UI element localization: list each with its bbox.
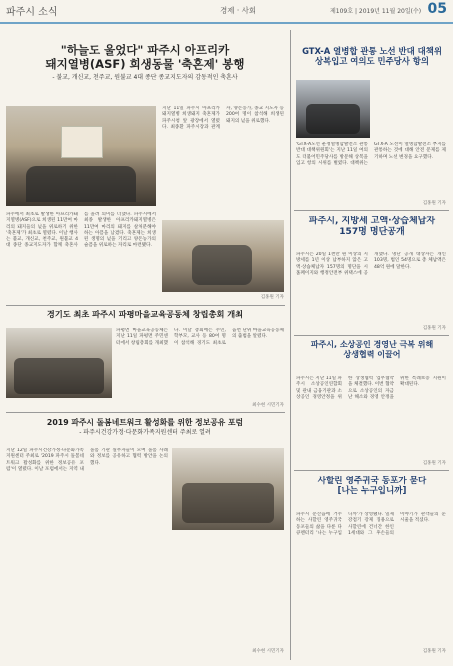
article3-headline-1: 파주시, 지방세 고액·상습체납자 xyxy=(308,216,436,226)
crowd-photo-detail xyxy=(192,245,252,285)
article-divider-2 xyxy=(294,210,449,211)
protesters-photo-detail xyxy=(306,104,360,134)
forum-photo-detail xyxy=(182,483,274,523)
article1-photo-2 xyxy=(162,220,284,292)
article1-headline-block xyxy=(6,44,284,100)
article4-headline: 경기도 최초 파주시 파평마을교육공동체 창립총회 개최 xyxy=(46,310,244,319)
column-divider xyxy=(290,30,291,660)
article1-byline: 김홍원 기자 xyxy=(260,295,284,300)
article2-byline: 김홍원 기자 xyxy=(422,201,446,206)
article-divider-1 xyxy=(6,305,285,306)
article7-body: 파주시 문산읍에 거주하는 사할린 영주귀국 동포들의 삶을 다룬 다큐멘터리 '나는 누구입니까'가 상영됐다. 일제강점기 강제 징용으로 사할린에 건너간 한인 1세대와 그 후손들의 이야기가 관객들의 눈시울을 적셨다. xyxy=(296,512,446,536)
article7-byline: 김홍원 기자 xyxy=(422,649,446,654)
article-divider-5 xyxy=(294,470,449,471)
article1-photo xyxy=(6,106,156,206)
people-photo-detail xyxy=(26,166,136,202)
article6-body: 지난 12일 파주시건강가정·다문화가족지원센터 주최로 '2019 파주시 돌봄네트워크 활성화를 위한 정보공유 포럼'이 열렸다. 이날 포럼에서는 지역 내 돌봄 기관 실무자들이 모여 돌봄 사례와 정보를 공유하고 협력 방안을 논의했다. xyxy=(6,448,168,472)
article3-headline-2: 157명 명단공개 xyxy=(339,226,405,237)
article2-headline-1: GTX-A 열병합 관통 노선 반대 대책위 xyxy=(302,46,442,56)
article7-headline-2: [나는 누구입니까] xyxy=(337,486,407,497)
article4-photo xyxy=(6,328,112,398)
article1-body-mid: 파주시에서 최종 발생한 아프리카돼지열병은 11만여 마리의 돼지를 살처분해야 하는 아픔을 남겼다. 축혼제는 희생된 생명의 넋을 기리고 양돈농가의 슬픔을 위로하는 자리로 마련됐다. xyxy=(84,212,156,249)
article-divider-3 xyxy=(294,335,449,336)
section-name: 경제 · 사회 xyxy=(220,6,257,15)
article7-headline-block xyxy=(296,476,448,508)
article4-body: 파평면 마을교육공동체는 지난 11일 파평면 주민센터에서 창립총회를 개최했다. 이날 총회에는 주민, 학부모, 교사 등 80여 명이 참석해 경기도 최초로 읍면 단위 마을교육공동체의 출범을 알렸다. xyxy=(116,328,284,346)
article5-headline-1: 파주시, 소상공인 경영난 극복 위해 xyxy=(310,340,434,349)
group-photo-detail xyxy=(14,358,104,394)
article3-byline: 김홍원 기자 xyxy=(422,326,446,331)
article5-headline-2: 상생협력 이끌어 xyxy=(343,349,401,359)
article5-byline: 김홍원 기자 xyxy=(422,461,446,466)
article1-body-left xyxy=(6,212,156,302)
article3-headline-block xyxy=(296,216,448,248)
article1-headline-2: 돼지열병(ASF) 희생동물 '축혼제' 봉행 xyxy=(45,56,245,71)
article6-subheadline: - 파주시건강가정·다문화가족지원센터 주최로 열려 xyxy=(79,429,211,437)
issue-info: 제109호 | 2019년 11월 20일(수) xyxy=(330,8,422,15)
article2-body: 'GTX-A노선 운정열병합발전소 관통반대 대책위원회'는 지난 11일 여의도 더불어민주당사를 방문해 상복을 입고 항의 시위를 벌였다. 대책위는 GTX-A 노선이 열병합발전소 부지를 관통하는 것에 대해 안전 문제를 제기하며 노선 변경을 요구했다. xyxy=(296,142,446,166)
altar-photo-detail xyxy=(61,126,103,158)
article4-headline-block xyxy=(6,310,284,324)
article6-headline-block xyxy=(6,418,284,446)
newspaper-logo: 파주시 소식 xyxy=(6,7,58,18)
article2-headline-2: 상복입고 여의도 민주당사 항의 xyxy=(315,56,429,67)
article1-body-right: 지난 11일 파주시 아프리카 돼지열병 희생돼지 축혼제가 파주시청 앞 광장에서 열렸다. 최종환 파주시장과 관계자, 양돈농가, 종교 지도자 등 200여 명이 참석해 희생된 돼지의 넋을 위로했다. xyxy=(162,106,284,130)
article2-body-side xyxy=(374,80,446,138)
article6-body-side xyxy=(172,534,284,646)
article2-headline-block xyxy=(296,46,448,78)
article6-byline: 최수현 시민기자 xyxy=(252,649,284,654)
article7-headline-1: 사할린 영주귀국 동포가 묻다 xyxy=(317,476,427,486)
page-header xyxy=(0,0,453,24)
article6-photo xyxy=(172,448,284,530)
article5-body: 파주시는 지난 11일 파주시 소상공인연합회 및 관내 금융기관과 소상공인 경영안정을 위한 상생협력 업무협약을 체결했다. 이번 협약으로 소상공인의 자금난 해소와 경영 안정을 위한 특례보증 지원이 확대된다. xyxy=(296,376,446,400)
article6-headline: 2019 파주시 돌봄네트워크 활성화를 위한 정보공유 포럼 xyxy=(46,418,244,427)
article3-body: 파주시는 20일 1천만 원 이상의 지방세를 1년 이상 납부하지 않은 고액·상습체납자 157명의 명단을 시 홈페이지와 행정안전부 위택스에 공개했다. 명단 공개 대상자는 개인 103명, 법인 54명으로 총 체납액은 48억 원에 달한다. xyxy=(296,252,446,276)
article1-body-left-a: 파주에서 최초로 발생한 아프리카돼지열병(ASF)으로 희생된 11만여 마리의 돼지들의 넋을 위로하기 위한 '축혼제'가 최초로 열렸다. 이날 행사는 불교, 개신교, 천주교, 원불교 4대 종단 종교지도자가 함께 축혼사를 올려 의미를 더했다. xyxy=(6,212,132,249)
article4-byline: 최수현 시민기자 xyxy=(252,403,284,408)
article1-subheadline: - 불교, 개신교, 천주교, 원불교 4대 종단 종교지도자의 감동적인 축혼사 xyxy=(52,73,238,81)
article1-headline-1: "하늘도 울었다" 파주시 아프리카 xyxy=(60,44,230,57)
article-divider-4 xyxy=(6,412,285,413)
article2-photo xyxy=(296,80,370,138)
article5-headline-block xyxy=(296,340,448,372)
page-number: 05 xyxy=(427,1,447,17)
